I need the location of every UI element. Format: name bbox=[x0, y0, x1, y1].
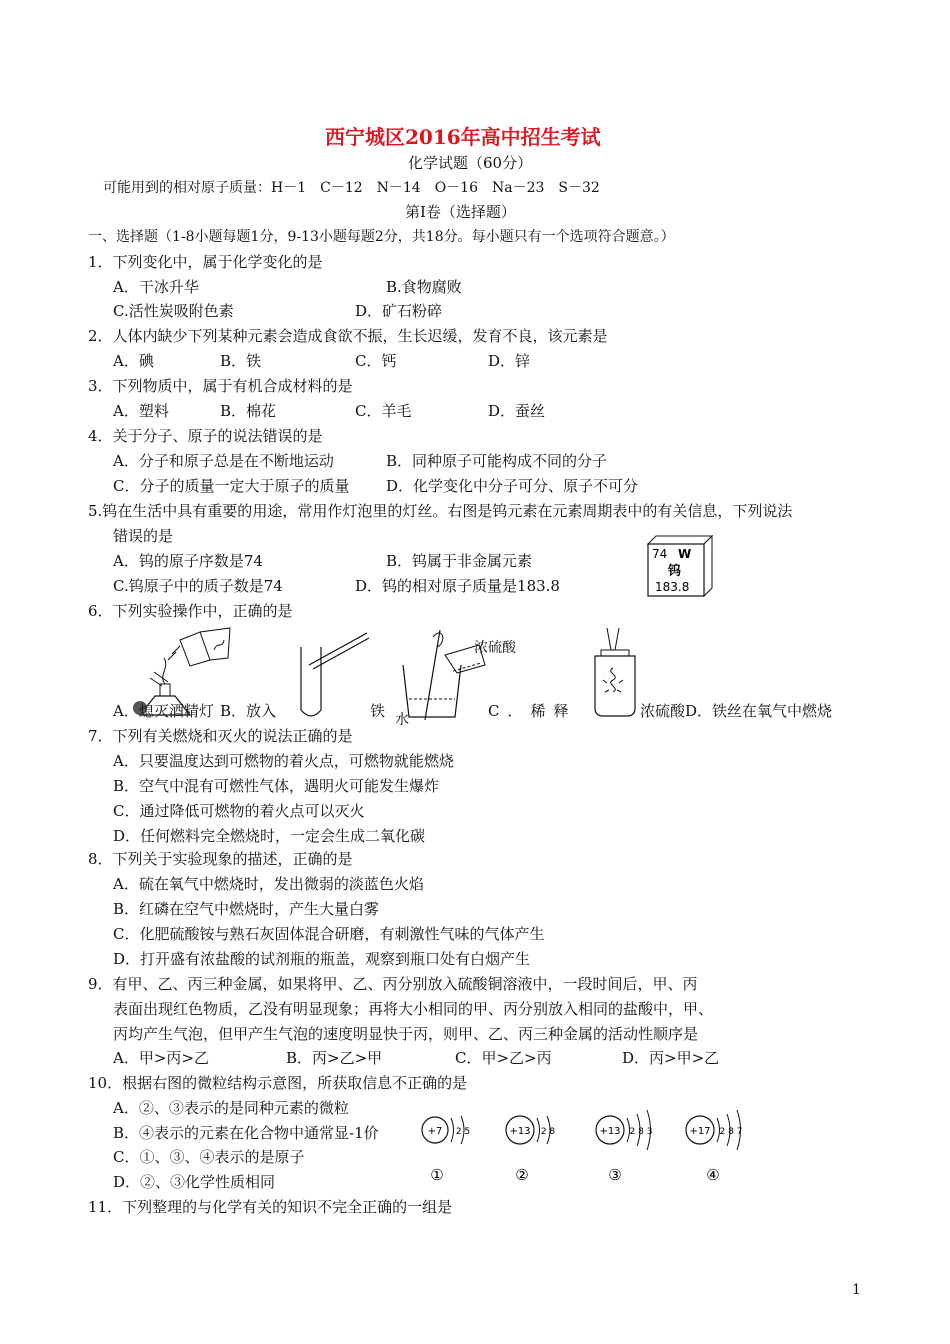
q6-option-b-tail: 铁 bbox=[370, 702, 386, 720]
q9-option-d: D．丙>甲>乙 bbox=[622, 1049, 720, 1067]
q5-stem-line1: 5.钨在生活中具有重要的用途，常用作灯泡里的灯丝。右图是钨元素在元素周期表中的有关信息，下列说法 bbox=[88, 502, 793, 520]
q6-option-b: B．放入 bbox=[220, 702, 277, 720]
page-number: 1 bbox=[852, 1282, 861, 1298]
q3-option-d: D．蚕丝 bbox=[488, 402, 546, 420]
particle-4-label: ④ bbox=[706, 1166, 720, 1184]
q6-option-d: 浓硫酸D．铁丝在氧气中燃烧 bbox=[640, 702, 833, 720]
q8-option-d: D．打开盛有浓盐酸的试剂瓶的瓶盖，观察到瓶口处有白烟产生 bbox=[113, 950, 531, 968]
particle-3-label: ③ bbox=[608, 1166, 622, 1184]
q1-option-d: D．矿石粉碎 bbox=[355, 302, 443, 320]
particle-3-nucleus: +13 bbox=[599, 1126, 621, 1137]
q10-option-d: D．②、③化学性质相同 bbox=[113, 1173, 276, 1191]
particle-2-label: ② bbox=[515, 1166, 529, 1184]
q7-option-b: B．空气中混有可燃性气体，遇明火可能发生爆炸 bbox=[113, 777, 440, 795]
q2-option-a: A．碘 bbox=[113, 352, 154, 370]
q8-stem: 8．下列关于实验现象的描述，正确的是 bbox=[88, 850, 353, 868]
q3-option-c: C．羊毛 bbox=[355, 402, 412, 420]
particle-2-nucleus: +13 bbox=[509, 1126, 531, 1137]
q7-stem: 7．下列有关燃烧和灭火的说法正确的是 bbox=[88, 727, 353, 745]
q11-stem: 11．下列整理的与化学有关的知识不完全正确的一组是 bbox=[88, 1198, 453, 1216]
q5-option-b: B．钨属于非金属元素 bbox=[386, 552, 533, 570]
acid-label: 浓硫酸 bbox=[474, 640, 516, 656]
volume-title: 第Ⅰ卷（选择题） bbox=[405, 203, 516, 221]
atomic-masses: 可能用到的相对原子质量：H－1 C－12 N－14 O－16 Na－23 S－32 bbox=[103, 180, 600, 196]
q10-option-a: A．②、③表示的是同种元素的微粒 bbox=[113, 1099, 349, 1117]
card-name: 钨 bbox=[668, 564, 682, 579]
q2-option-b: B．铁 bbox=[220, 352, 262, 370]
q10-option-c: C．①、③、④表示的是原子 bbox=[113, 1148, 305, 1166]
q4-option-d: D．化学变化中分子可分、原子不可分 bbox=[386, 477, 639, 495]
q9-stem-line1: 9．有甲、乙、丙三种金属，如果将甲、乙、丙分别放入硫酸铜溶液中，一段时间后，甲、丙 bbox=[88, 975, 698, 993]
q9-stem-line2: 表面出现红色物质，乙没有明显现象；再将大小相同的甲、丙分别放入相同的盐酸中，甲、 bbox=[113, 1000, 714, 1018]
q10-stem: 10．根据右图的微粒结构示意图，所获取信息不正确的是 bbox=[88, 1074, 468, 1092]
q2-option-d: D．锌 bbox=[488, 352, 531, 370]
q3-option-a: A．塑料 bbox=[113, 402, 169, 420]
q5-option-c: C.钨原子中的质子数是74 bbox=[113, 577, 283, 595]
q9-option-b: B．丙>乙>甲 bbox=[286, 1049, 383, 1067]
card-atomic-mass: 183.8 bbox=[655, 580, 690, 594]
particle-1-label: ① bbox=[430, 1166, 444, 1184]
particle-3-diagram bbox=[596, 1110, 652, 1184]
test-tube-illustration bbox=[295, 625, 375, 725]
particle-4-diagram bbox=[686, 1110, 742, 1184]
card-atomic-number: 74 bbox=[652, 547, 668, 561]
q7-option-c: C．通过降低可燃物的着火点可以灭火 bbox=[113, 802, 365, 820]
q6-option-a: A．熄灭酒精灯 bbox=[113, 702, 214, 720]
q6-stem: 6．下列实验操作中，正确的是 bbox=[88, 602, 293, 620]
q1-option-a: A．干冰升华 bbox=[113, 278, 199, 296]
q4-option-a: A．分子和原子总是在不断地运动 bbox=[113, 452, 334, 470]
q6-option-c: C．稀释 bbox=[488, 702, 577, 720]
q7-option-a: A．只要温度达到可燃物的着火点，可燃物就能燃烧 bbox=[113, 752, 454, 770]
q3-option-b: B．棉花 bbox=[220, 402, 277, 420]
q8-option-b: B．红磷在空气中燃烧时，产生大量白雾 bbox=[113, 900, 380, 918]
q2-option-c: C．钙 bbox=[355, 352, 397, 370]
q5-option-a: A．钨的原子序数是74 bbox=[113, 552, 263, 570]
page-subtitle: 化学试题（60分） bbox=[408, 154, 533, 172]
particle-1-nucleus: +7 bbox=[427, 1126, 443, 1137]
q10-option-b: B．④表示的元素在化合物中通常显-1价 bbox=[113, 1124, 379, 1142]
particle-1-diagram bbox=[422, 1116, 470, 1184]
q7-option-d: D．任何燃料完全燃烧时，一定会生成二氧化碳 bbox=[113, 827, 426, 845]
q2-stem: 2．人体内缺少下列某种元素会造成食欲不振，生长迟缓，发育不良，该元素是 bbox=[88, 327, 608, 345]
tungsten-element-card bbox=[648, 536, 714, 598]
q1-option-c: C.活性炭吸附色素 bbox=[113, 302, 234, 320]
particle-3-electrons: 2 8 3 bbox=[629, 1127, 653, 1137]
particle-1-electrons: 2 5 bbox=[455, 1127, 471, 1137]
jar-illustration bbox=[585, 628, 645, 723]
section-heading: 一、选择题（1-8小题每题1分，9-13小题每题2分，共18分。每小题只有一个选项符合题意。） bbox=[88, 229, 675, 245]
q5-option-d: D．钨的相对原子质量是183.8 bbox=[355, 577, 560, 595]
q1-option-b: B.食物腐败 bbox=[386, 278, 462, 296]
particle-structure-diagrams bbox=[415, 1100, 765, 1190]
q4-option-b: B．同种原子可能构成不同的分子 bbox=[386, 452, 608, 470]
card-symbol: W bbox=[678, 547, 692, 561]
q9-stem-line3: 丙均产生气泡，但甲产生气泡的速度明显快于丙，则甲、乙、丙三种金属的活动性顺序是 bbox=[113, 1025, 699, 1043]
q8-option-c: C．化肥硫酸铵与熟石灰固体混合研磨，有刺激性气味的气体产生 bbox=[113, 925, 545, 943]
q4-option-c: C．分子的质量一定大于原子的质量 bbox=[113, 477, 350, 495]
particle-4-nucleus: +17 bbox=[689, 1126, 711, 1137]
particle-2-electrons: 2 8 bbox=[540, 1127, 556, 1137]
q1-stem: 1．下列变化中，属于化学变化的是 bbox=[88, 253, 323, 271]
particle-2-diagram bbox=[506, 1116, 555, 1184]
q9-option-a: A．甲>丙>乙 bbox=[113, 1049, 209, 1067]
particle-4-electrons: 2 8 7 bbox=[719, 1127, 743, 1137]
q9-option-c: C．甲>乙>丙 bbox=[455, 1049, 552, 1067]
page-title: 西宁城区2016年高中招生考试 bbox=[325, 125, 601, 149]
q3-stem: 3．下列物质中，属于有机合成材料的是 bbox=[88, 377, 353, 395]
q8-option-a: A．硫在氧气中燃烧时，发出微弱的淡蓝色火焰 bbox=[113, 875, 424, 893]
q4-stem: 4．关于分子、原子的说法错误的是 bbox=[88, 427, 323, 445]
water-label: 水 bbox=[395, 712, 409, 728]
q5-stem-line2: 错误的是 bbox=[113, 527, 174, 545]
